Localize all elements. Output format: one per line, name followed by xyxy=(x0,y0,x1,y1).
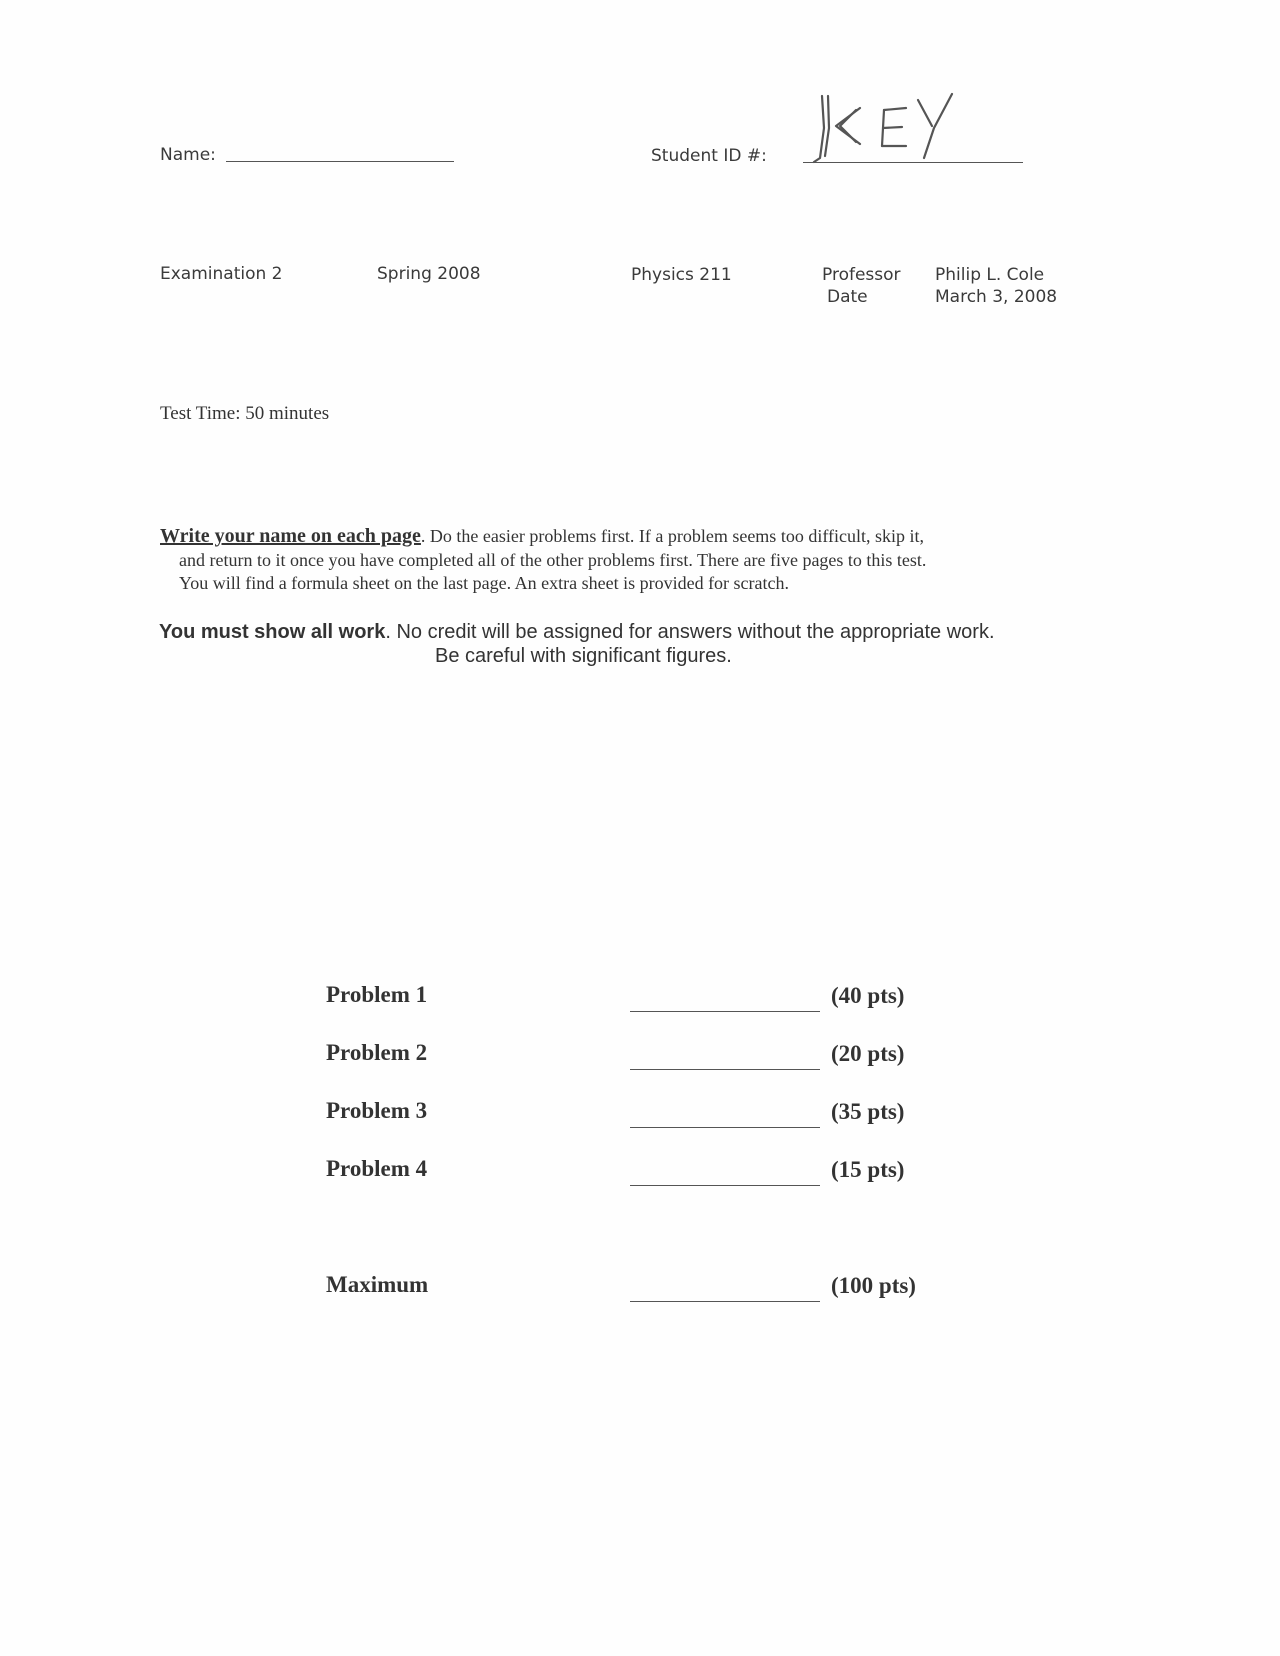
show-work-rest: . No credit will be assigned for answers without the appropriate work. xyxy=(385,621,995,643)
instructions-line-3: You will find a formula sheet on the last page. An extra sheet is provided for scratch. xyxy=(179,573,790,593)
score-entry-line[interactable] xyxy=(630,1011,820,1012)
show-work-emphasis: You must show all work xyxy=(159,621,386,643)
exam-term: Spring 2008 xyxy=(377,264,481,284)
show-work-line-1 xyxy=(159,621,995,644)
course-name: Physics 211 xyxy=(631,265,732,285)
score-row-label: Problem 3 xyxy=(326,1098,428,1123)
instructions-emphasis: Write your name on each page xyxy=(160,525,421,547)
instructions-line-1-rest: . Do the easier problems first. If a problem seems too difficult, skip it, xyxy=(420,526,924,546)
test-time: Test Time: 50 minutes xyxy=(160,403,330,424)
professor-label: Professor xyxy=(822,265,901,285)
score-row-points: (20 pts) xyxy=(831,1041,905,1066)
exam-number: Examination 2 xyxy=(160,264,283,284)
score-entry-line[interactable] xyxy=(630,1185,820,1186)
score-entry-line[interactable] xyxy=(630,1301,820,1302)
handwritten-key-mark xyxy=(810,88,970,166)
date-label: Date xyxy=(827,287,868,307)
score-row-label: Maximum xyxy=(326,1272,429,1297)
score-row-label: Problem 1 xyxy=(326,982,428,1007)
instructions-line-2: and return to it once you have completed all of the other problems first. There are five pages to this test. xyxy=(179,550,927,570)
student-id-label: Student ID #: xyxy=(651,146,767,166)
score-row-points: (100 pts) xyxy=(831,1273,916,1298)
exam-date: March 3, 2008 xyxy=(935,287,1058,307)
professor-name: Philip L. Cole xyxy=(935,265,1045,285)
name-label: Name: xyxy=(160,145,216,165)
score-row-label: Problem 4 xyxy=(326,1156,428,1181)
score-row-label: Problem 2 xyxy=(326,1040,428,1065)
name-field-line[interactable] xyxy=(226,161,454,162)
score-row-points: (15 pts) xyxy=(831,1157,905,1182)
show-work-line-2: Be careful with significant figures. xyxy=(435,645,732,667)
score-row-points: (35 pts) xyxy=(831,1099,905,1124)
instructions-line-1 xyxy=(160,525,924,548)
score-row-points: (40 pts) xyxy=(831,983,905,1008)
score-entry-line[interactable] xyxy=(630,1127,820,1128)
score-entry-line[interactable] xyxy=(630,1069,820,1070)
